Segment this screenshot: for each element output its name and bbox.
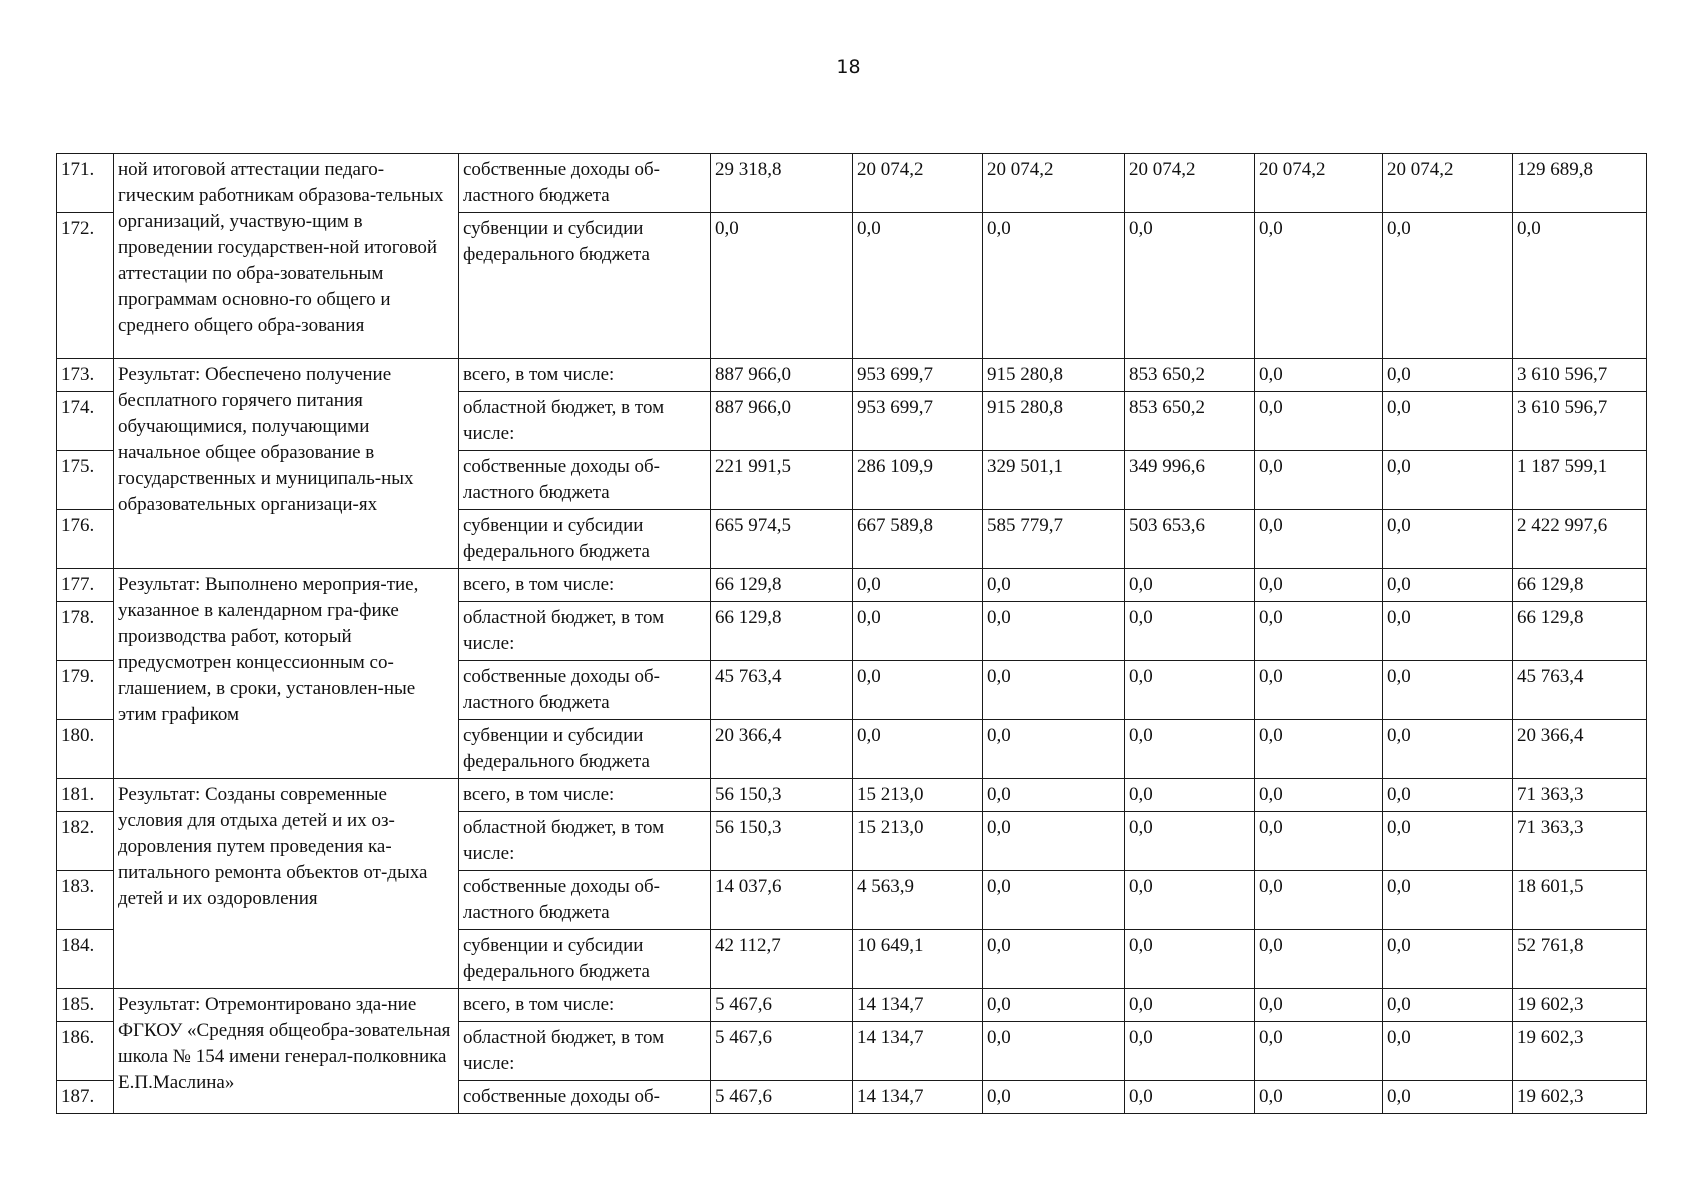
amount-cell: 0,0 <box>1255 779 1383 812</box>
amount-cell: 0,0 <box>1255 930 1383 989</box>
funding-source: областной бюджет, в том числе: <box>459 812 711 871</box>
amount-cell: 0,0 <box>1125 569 1255 602</box>
amount-cell: 14 037,6 <box>711 871 853 930</box>
amount-cell: 19 602,3 <box>1513 1022 1647 1081</box>
amount-cell: 667 589,8 <box>853 510 983 569</box>
funding-source: собственные доходы об-ластного бюджета <box>459 871 711 930</box>
table-row <box>57 154 1647 213</box>
table-row <box>57 359 1647 392</box>
amount-cell: 56 150,3 <box>711 779 853 812</box>
amount-cell: 20 366,4 <box>711 720 853 779</box>
row-number: 172. <box>57 213 114 359</box>
amount-cell: 0,0 <box>1383 451 1513 510</box>
amount-cell: 0,0 <box>983 602 1125 661</box>
amount-cell: 953 699,7 <box>853 392 983 451</box>
amount-cell: 5 467,6 <box>711 1081 853 1114</box>
amount-cell: 0,0 <box>983 989 1125 1022</box>
row-number: 184. <box>57 930 114 989</box>
funding-source: собственные доходы об-ластного бюджета <box>459 661 711 720</box>
amount-cell: 0,0 <box>1125 602 1255 661</box>
amount-cell: 0,0 <box>1383 871 1513 930</box>
amount-cell: 0,0 <box>1255 1022 1383 1081</box>
funding-source: субвенции и субсидии федерального бюджета <box>459 930 711 989</box>
amount-cell: 66 129,8 <box>1513 569 1647 602</box>
amount-cell: 66 129,8 <box>1513 602 1647 661</box>
amount-cell: 0,0 <box>1125 1022 1255 1081</box>
result-description: Результат: Выполнено мероприя-тие, указанное в календарном гра-фике производства работ, который предусмотрен концессионным со-глашением, в сроки, установлен-ные этим графиком <box>114 569 459 779</box>
amount-cell: 0,0 <box>983 569 1125 602</box>
amount-cell: 0,0 <box>1513 213 1647 359</box>
amount-cell: 349 996,6 <box>1125 451 1255 510</box>
funding-source: собственные доходы об- <box>459 1081 711 1114</box>
table-row <box>57 569 1647 602</box>
amount-cell: 0,0 <box>1255 392 1383 451</box>
amount-cell: 71 363,3 <box>1513 812 1647 871</box>
amount-cell: 286 109,9 <box>853 451 983 510</box>
amount-cell: 4 563,9 <box>853 871 983 930</box>
row-number: 181. <box>57 779 114 812</box>
row-number: 185. <box>57 989 114 1022</box>
amount-cell: 0,0 <box>1383 569 1513 602</box>
amount-cell: 0,0 <box>1255 602 1383 661</box>
amount-cell: 66 129,8 <box>711 602 853 661</box>
amount-cell: 853 650,2 <box>1125 359 1255 392</box>
amount-cell: 45 763,4 <box>711 661 853 720</box>
result-description: Результат: Созданы современные условия для отдыха детей и их оз-доровления путем проведения ка-питального ремонта объектов от-дыха детей и их оздоровления <box>114 779 459 989</box>
amount-cell: 0,0 <box>1255 213 1383 359</box>
amount-cell: 0,0 <box>1255 1081 1383 1114</box>
amount-cell: 0,0 <box>983 779 1125 812</box>
amount-cell: 1 187 599,1 <box>1513 451 1647 510</box>
amount-cell: 19 602,3 <box>1513 989 1647 1022</box>
amount-cell: 329 501,1 <box>983 451 1125 510</box>
amount-cell: 71 363,3 <box>1513 779 1647 812</box>
amount-cell: 0,0 <box>853 569 983 602</box>
row-number: 186. <box>57 1022 114 1081</box>
funding-source: всего, в том числе: <box>459 989 711 1022</box>
amount-cell: 15 213,0 <box>853 779 983 812</box>
amount-cell: 0,0 <box>1383 392 1513 451</box>
funding-source: областной бюджет, в том числе: <box>459 602 711 661</box>
amount-cell: 0,0 <box>1125 930 1255 989</box>
amount-cell: 0,0 <box>853 661 983 720</box>
amount-cell: 20 074,2 <box>983 154 1125 213</box>
amount-cell: 0,0 <box>1255 569 1383 602</box>
funding-source: всего, в том числе: <box>459 779 711 812</box>
row-number: 179. <box>57 661 114 720</box>
row-number: 176. <box>57 510 114 569</box>
table-row <box>57 779 1647 812</box>
amount-cell: 0,0 <box>1125 213 1255 359</box>
amount-cell: 66 129,8 <box>711 569 853 602</box>
amount-cell: 0,0 <box>1125 989 1255 1022</box>
row-number: 180. <box>57 720 114 779</box>
amount-cell: 0,0 <box>853 720 983 779</box>
amount-cell: 10 649,1 <box>853 930 983 989</box>
amount-cell: 15 213,0 <box>853 812 983 871</box>
amount-cell: 5 467,6 <box>711 989 853 1022</box>
amount-cell: 0,0 <box>983 720 1125 779</box>
amount-cell: 14 134,7 <box>853 1022 983 1081</box>
amount-cell: 0,0 <box>983 213 1125 359</box>
amount-cell: 0,0 <box>983 930 1125 989</box>
amount-cell: 887 966,0 <box>711 392 853 451</box>
amount-cell: 0,0 <box>1125 661 1255 720</box>
row-number: 182. <box>57 812 114 871</box>
amount-cell: 0,0 <box>1383 989 1513 1022</box>
funding-source: областной бюджет, в том числе: <box>459 392 711 451</box>
result-description: Результат: Обеспечено получение бесплатного горячего питания обучающимися, получающими начальное общее образование в государственных и муниципаль-ных образовательных организаци-ях <box>114 359 459 569</box>
amount-cell: 0,0 <box>1255 510 1383 569</box>
funding-source: собственные доходы об-ластного бюджета <box>459 154 711 213</box>
amount-cell: 0,0 <box>983 871 1125 930</box>
funding-source: всего, в том числе: <box>459 569 711 602</box>
amount-cell: 0,0 <box>1255 720 1383 779</box>
row-number: 178. <box>57 602 114 661</box>
funding-source: областной бюджет, в том числе: <box>459 1022 711 1081</box>
amount-cell: 3 610 596,7 <box>1513 392 1647 451</box>
amount-cell: 0,0 <box>853 602 983 661</box>
amount-cell: 42 112,7 <box>711 930 853 989</box>
amount-cell: 129 689,8 <box>1513 154 1647 213</box>
amount-cell: 0,0 <box>1125 1081 1255 1114</box>
row-number: 177. <box>57 569 114 602</box>
row-number: 187. <box>57 1081 114 1114</box>
amount-cell: 0,0 <box>983 1022 1125 1081</box>
row-number: 174. <box>57 392 114 451</box>
amount-cell: 0,0 <box>1383 510 1513 569</box>
amount-cell: 585 779,7 <box>983 510 1125 569</box>
table-row <box>57 989 1647 1022</box>
amount-cell: 29 318,8 <box>711 154 853 213</box>
amount-cell: 915 280,8 <box>983 392 1125 451</box>
amount-cell: 20 074,2 <box>1383 154 1513 213</box>
amount-cell: 0,0 <box>1255 451 1383 510</box>
amount-cell: 0,0 <box>1255 661 1383 720</box>
amount-cell: 0,0 <box>1383 359 1513 392</box>
amount-cell: 665 974,5 <box>711 510 853 569</box>
row-number: 183. <box>57 871 114 930</box>
amount-cell: 0,0 <box>1125 871 1255 930</box>
amount-cell: 0,0 <box>1255 989 1383 1022</box>
amount-cell: 14 134,7 <box>853 1081 983 1114</box>
result-description: ной итоговой аттестации педаго-гическим работникам образова-тельных организаций, участвую-щим в проведении государствен-ной итоговой аттестации по обра-зовательным программам основно-го общего и среднего общего обра-зования <box>114 154 459 359</box>
amount-cell: 887 966,0 <box>711 359 853 392</box>
amount-cell: 0,0 <box>1125 720 1255 779</box>
amount-cell: 0,0 <box>1125 779 1255 812</box>
amount-cell: 0,0 <box>983 1081 1125 1114</box>
amount-cell: 2 422 997,6 <box>1513 510 1647 569</box>
funding-source: субвенции и субсидии федерального бюджета <box>459 720 711 779</box>
amount-cell: 0,0 <box>1383 720 1513 779</box>
amount-cell: 0,0 <box>1383 779 1513 812</box>
amount-cell: 853 650,2 <box>1125 392 1255 451</box>
amount-cell: 45 763,4 <box>1513 661 1647 720</box>
amount-cell: 0,0 <box>711 213 853 359</box>
funding-source: субвенции и субсидии федерального бюджета <box>459 510 711 569</box>
row-number: 175. <box>57 451 114 510</box>
funding-source: собственные доходы об-ластного бюджета <box>459 451 711 510</box>
amount-cell: 0,0 <box>1383 812 1513 871</box>
amount-cell: 915 280,8 <box>983 359 1125 392</box>
amount-cell: 20 074,2 <box>1125 154 1255 213</box>
page-number: 18 <box>836 56 861 78</box>
amount-cell: 3 610 596,7 <box>1513 359 1647 392</box>
amount-cell: 0,0 <box>1255 871 1383 930</box>
budget-table <box>56 153 1647 1114</box>
amount-cell: 56 150,3 <box>711 812 853 871</box>
row-number: 171. <box>57 154 114 213</box>
amount-cell: 0,0 <box>1383 602 1513 661</box>
amount-cell: 19 602,3 <box>1513 1081 1647 1114</box>
amount-cell: 18 601,5 <box>1513 871 1647 930</box>
amount-cell: 20 074,2 <box>853 154 983 213</box>
amount-cell: 0,0 <box>1383 213 1513 359</box>
amount-cell: 5 467,6 <box>711 1022 853 1081</box>
amount-cell: 0,0 <box>1383 930 1513 989</box>
amount-cell: 20 074,2 <box>1255 154 1383 213</box>
amount-cell: 0,0 <box>983 661 1125 720</box>
amount-cell: 503 653,6 <box>1125 510 1255 569</box>
row-number: 173. <box>57 359 114 392</box>
amount-cell: 0,0 <box>1255 812 1383 871</box>
amount-cell: 0,0 <box>983 812 1125 871</box>
amount-cell: 953 699,7 <box>853 359 983 392</box>
amount-cell: 0,0 <box>1383 661 1513 720</box>
amount-cell: 0,0 <box>1383 1081 1513 1114</box>
amount-cell: 52 761,8 <box>1513 930 1647 989</box>
amount-cell: 221 991,5 <box>711 451 853 510</box>
amount-cell: 0,0 <box>853 213 983 359</box>
amount-cell: 0,0 <box>1125 812 1255 871</box>
funding-source: всего, в том числе: <box>459 359 711 392</box>
amount-cell: 0,0 <box>1383 1022 1513 1081</box>
amount-cell: 0,0 <box>1255 359 1383 392</box>
amount-cell: 20 366,4 <box>1513 720 1647 779</box>
result-description: Результат: Отремонтировано зда-ние ФГКОУ «Средняя общеобра-зовательная школа № 154 имени генерал-полковника Е.П.Маслина» <box>114 989 459 1114</box>
funding-source: субвенции и субсидии федерального бюджета <box>459 213 711 359</box>
amount-cell: 14 134,7 <box>853 989 983 1022</box>
